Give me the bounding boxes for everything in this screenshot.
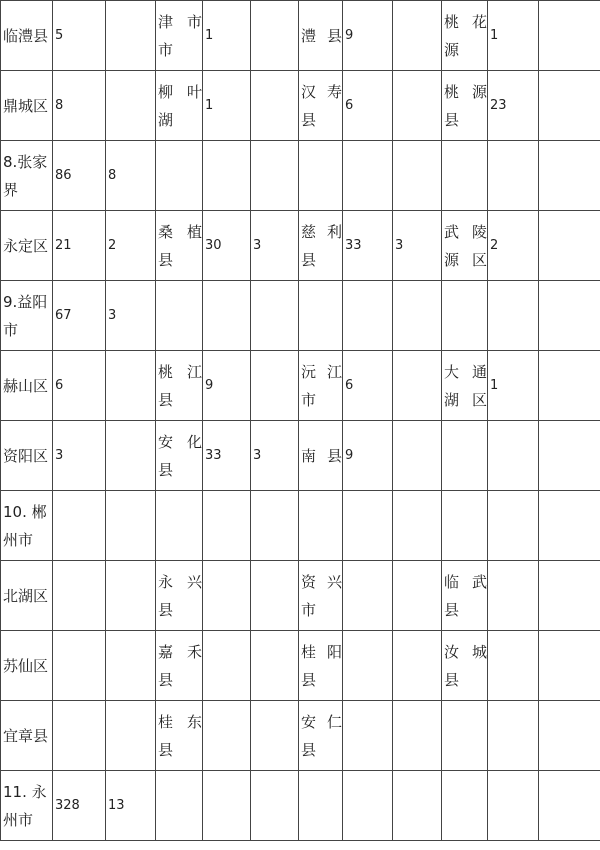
table-cell-count: 2 — [488, 211, 539, 281]
table-cell-count: 13 — [106, 771, 156, 841]
table-cell-count — [539, 141, 600, 211]
table-cell-count — [488, 561, 539, 631]
table-cell-count — [53, 701, 106, 771]
table-cell-district: 桃 花 源 — [442, 1, 488, 71]
table-cell-count — [539, 71, 600, 141]
table-cell-count: 33 — [203, 421, 251, 491]
table-cell-count — [488, 701, 539, 771]
table-cell-count: 3 — [251, 421, 299, 491]
table-row — [1, 141, 600, 211]
table-cell-count — [393, 281, 442, 351]
table-cell-count: 6 — [53, 351, 106, 421]
table-cell-count: 8 — [106, 141, 156, 211]
table-cell-district: 资阳区 — [1, 421, 53, 491]
table-cell-district — [442, 421, 488, 491]
table-cell-district: 嘉 禾 县 — [156, 631, 203, 701]
table-cell-district: 安 化 县 — [156, 421, 203, 491]
table-row — [1, 421, 600, 491]
table-cell-count: 6 — [343, 71, 393, 141]
table-cell-count: 6 — [343, 351, 393, 421]
table-cell-district: 武 陵 源区 — [442, 211, 488, 281]
table-cell-count — [393, 351, 442, 421]
table-cell-count — [488, 421, 539, 491]
table-cell-district: 南县 — [299, 421, 343, 491]
table-row — [1, 491, 600, 561]
table-cell-count — [203, 281, 251, 351]
table-cell-count: 9 — [343, 421, 393, 491]
table-cell-count — [539, 561, 600, 631]
table-cell-count — [53, 631, 106, 701]
table-cell-count — [343, 281, 393, 351]
table-cell-count — [393, 771, 442, 841]
table-cell-count — [251, 1, 299, 71]
table-cell-count — [106, 351, 156, 421]
table-cell-district: 汝 城 县 — [442, 631, 488, 701]
table-cell-district — [442, 281, 488, 351]
table-cell-district: 桃 江 县 — [156, 351, 203, 421]
table-cell-count — [106, 561, 156, 631]
table-cell-count — [393, 421, 442, 491]
table-cell-count — [488, 631, 539, 701]
table-cell-count — [539, 631, 600, 701]
table-row — [1, 631, 600, 701]
table-cell-count — [539, 281, 600, 351]
table-cell-district: 沅 江 市 — [299, 351, 343, 421]
table-cell-count — [393, 631, 442, 701]
table-cell-district: 永 兴 县 — [156, 561, 203, 631]
table-cell-district: 资 兴 市 — [299, 561, 343, 631]
table-cell-count — [488, 491, 539, 561]
table-cell-district: 桂 阳 县 — [299, 631, 343, 701]
table-cell-district: 桑 植 县 — [156, 211, 203, 281]
table-row — [1, 71, 600, 141]
table-row — [1, 211, 600, 281]
table-cell-count — [53, 491, 106, 561]
table-row — [1, 701, 600, 771]
table-cell-count: 1 — [488, 1, 539, 71]
table-cell-district: 宜章县 — [1, 701, 53, 771]
table-cell-district: 临 武 县 — [442, 561, 488, 631]
table-cell-district: 苏仙区 — [1, 631, 53, 701]
table-cell-count — [251, 631, 299, 701]
table-row — [1, 771, 600, 841]
table-cell-count: 33 — [343, 211, 393, 281]
table-cell-district — [442, 141, 488, 211]
table-cell-district — [299, 281, 343, 351]
table-cell-district — [299, 141, 343, 211]
table-cell-district: 北湖区 — [1, 561, 53, 631]
table-cell-district — [156, 281, 203, 351]
table-cell-district: 10. 郴州市 — [1, 491, 53, 561]
table-cell-count — [539, 491, 600, 561]
table-row — [1, 281, 600, 351]
table-cell-count — [106, 1, 156, 71]
table-cell-count: 3 — [106, 281, 156, 351]
table-cell-count: 67 — [53, 281, 106, 351]
table-cell-district: 慈 利 县 — [299, 211, 343, 281]
table-cell-count: 3 — [393, 211, 442, 281]
table-cell-count — [343, 561, 393, 631]
table-cell-count — [203, 701, 251, 771]
table-cell-count — [251, 561, 299, 631]
table-cell-district — [299, 771, 343, 841]
table-cell-count: 9 — [203, 351, 251, 421]
table-cell-district: 大 通 湖区 — [442, 351, 488, 421]
table-cell-count — [393, 141, 442, 211]
table-cell-count — [251, 771, 299, 841]
table-cell-count — [53, 561, 106, 631]
table-row — [1, 351, 600, 421]
table-cell-district — [299, 491, 343, 561]
table-cell-district: 永定区 — [1, 211, 53, 281]
table-cell-count — [251, 141, 299, 211]
table-cell-district: 8.张家界 — [1, 141, 53, 211]
table-cell-count — [106, 491, 156, 561]
table-row — [1, 561, 600, 631]
table-cell-count — [203, 141, 251, 211]
table-cell-district: 11. 永州市 — [1, 771, 53, 841]
table-cell-count — [393, 701, 442, 771]
table-cell-count — [251, 351, 299, 421]
table-cell-count — [106, 71, 156, 141]
table-cell-count — [539, 701, 600, 771]
table-cell-count — [343, 631, 393, 701]
table-cell-count — [106, 701, 156, 771]
table-cell-count: 3 — [53, 421, 106, 491]
table-cell-count — [393, 491, 442, 561]
table-cell-district — [156, 771, 203, 841]
table-cell-district — [442, 701, 488, 771]
table-cell-count: 2 — [106, 211, 156, 281]
table-cell-count — [539, 211, 600, 281]
table-cell-district: 安 仁 县 — [299, 701, 343, 771]
table-row — [1, 1, 600, 71]
table-cell-count: 1 — [488, 351, 539, 421]
table-cell-count — [106, 631, 156, 701]
table-cell-count: 30 — [203, 211, 251, 281]
table-cell-count — [343, 771, 393, 841]
table-cell-count — [393, 71, 442, 141]
table-cell-district — [156, 141, 203, 211]
table-cell-count: 8 — [53, 71, 106, 141]
table-cell-count — [203, 491, 251, 561]
table-cell-count: 21 — [53, 211, 106, 281]
table-cell-count — [393, 561, 442, 631]
table-cell-district: 桂 东 县 — [156, 701, 203, 771]
table-cell-district: 汉 寿 县 — [299, 71, 343, 141]
table-cell-count — [251, 701, 299, 771]
table-cell-count: 328 — [53, 771, 106, 841]
table-cell-count: 23 — [488, 71, 539, 141]
table-cell-count — [203, 561, 251, 631]
table-cell-count — [251, 491, 299, 561]
table-cell-count — [393, 1, 442, 71]
table-cell-district: 津 市 市 — [156, 1, 203, 71]
table-cell-count — [203, 771, 251, 841]
table-cell-district: 赫山区 — [1, 351, 53, 421]
table-cell-count — [343, 491, 393, 561]
table-cell-district — [442, 771, 488, 841]
table-cell-count: 3 — [251, 211, 299, 281]
table-cell-count — [251, 71, 299, 141]
table-cell-count: 1 — [203, 1, 251, 71]
table-cell-district — [442, 491, 488, 561]
table-cell-count — [488, 771, 539, 841]
table-cell-district: 桃 源 县 — [442, 71, 488, 141]
table-cell-count — [203, 631, 251, 701]
table-cell-district: 临澧县 — [1, 1, 53, 71]
table-cell-count — [251, 281, 299, 351]
table-cell-count — [488, 141, 539, 211]
table-cell-count — [343, 141, 393, 211]
table-cell-district: 9.益阳市 — [1, 281, 53, 351]
table-cell-count: 5 — [53, 1, 106, 71]
table-cell-count: 9 — [343, 1, 393, 71]
table-cell-count: 86 — [53, 141, 106, 211]
table-cell-count — [539, 351, 600, 421]
table-cell-count — [488, 281, 539, 351]
table-cell-count — [106, 421, 156, 491]
table-cell-count — [539, 1, 600, 71]
table-cell-count — [539, 771, 600, 841]
table-cell-count: 1 — [203, 71, 251, 141]
table-cell-district: 鼎城区 — [1, 71, 53, 141]
table-cell-count — [343, 701, 393, 771]
table-cell-count — [539, 421, 600, 491]
table-cell-district: 澧县 — [299, 1, 343, 71]
table-cell-district — [156, 491, 203, 561]
table-cell-district: 柳 叶 湖 — [156, 71, 203, 141]
